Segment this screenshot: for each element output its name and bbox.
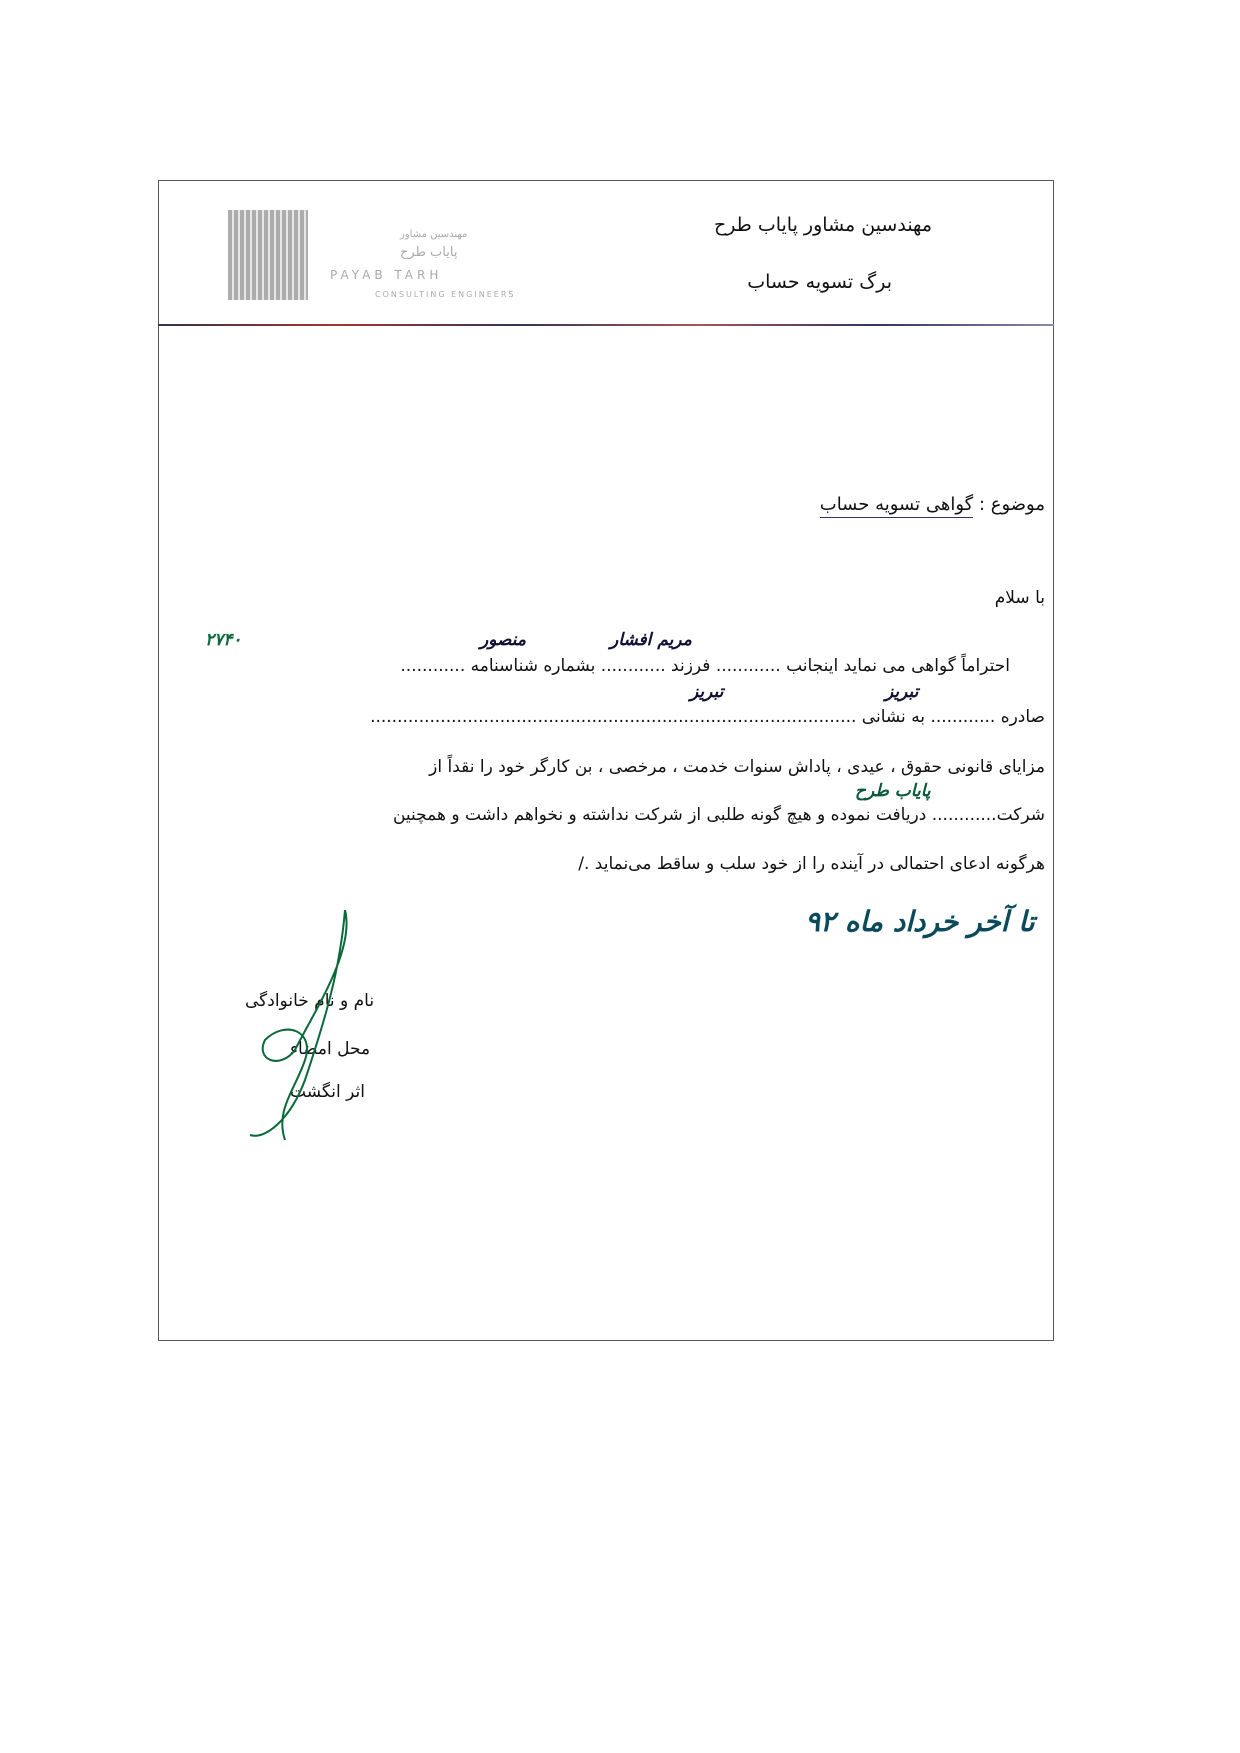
handwritten-name: مریم افشار (610, 630, 692, 650)
signature-label: محل امضاء (290, 1039, 371, 1059)
body-line-2: صادره ............ به نشانی .......................................................................................... (370, 707, 1045, 727)
subject-label: موضوع : (978, 494, 1045, 515)
body-line-4: شرکت............ دریافت نموده و هیچ گونه طلبی از شرکت نداشته و نخواهم داشت و همچنین (392, 805, 1045, 825)
company-name: مهندسین مشاور پایاب طرح (713, 214, 932, 236)
logo-text: PAYAB TARH (330, 268, 443, 282)
handwritten-id-number: ۲۷۴۰ (205, 630, 242, 650)
handwritten-father: منصور (480, 630, 526, 650)
name-label: نام و نام خانوادگی (245, 991, 375, 1011)
logo-text: پایاب طرح (400, 245, 458, 260)
handwritten-address: تبریز (690, 682, 724, 702)
subject-line (820, 494, 1045, 516)
logo-text: CONSULTING ENGINEERS (375, 290, 516, 299)
header-divider (158, 324, 1054, 326)
body-line-3: مزایای قانونی حقوق ، عیدی ، پاداش سنوات خدمت ، مرخصی ، بن کارگر خود را نقداً از (429, 757, 1045, 777)
body-line-5: هرگونه ادعای احتمالی در آینده را از خود سلب و ساقط می‌نماید ./ (578, 854, 1045, 874)
greeting: با سلام (994, 588, 1045, 608)
handwritten-company: پایاب طرح (855, 781, 931, 801)
body-line-1: احتراماً گواهی می نماید اینجانب ............ فرزند ............ بشماره شناسنامه ............ (400, 656, 1010, 676)
fingerprint-label: اثر انگشت (290, 1082, 365, 1102)
logo-text: مهندسین مشاور (400, 229, 468, 240)
form-title: برگ تسویه حساب (747, 271, 892, 293)
handwritten-date: تا آخر خرداد ماه ۹۲ (805, 905, 1035, 938)
handwritten-issued: تبریز (885, 682, 919, 702)
signature (245, 910, 365, 1140)
subject-value: گواهی تسویه حساب (820, 494, 973, 518)
company-logo (228, 210, 308, 300)
